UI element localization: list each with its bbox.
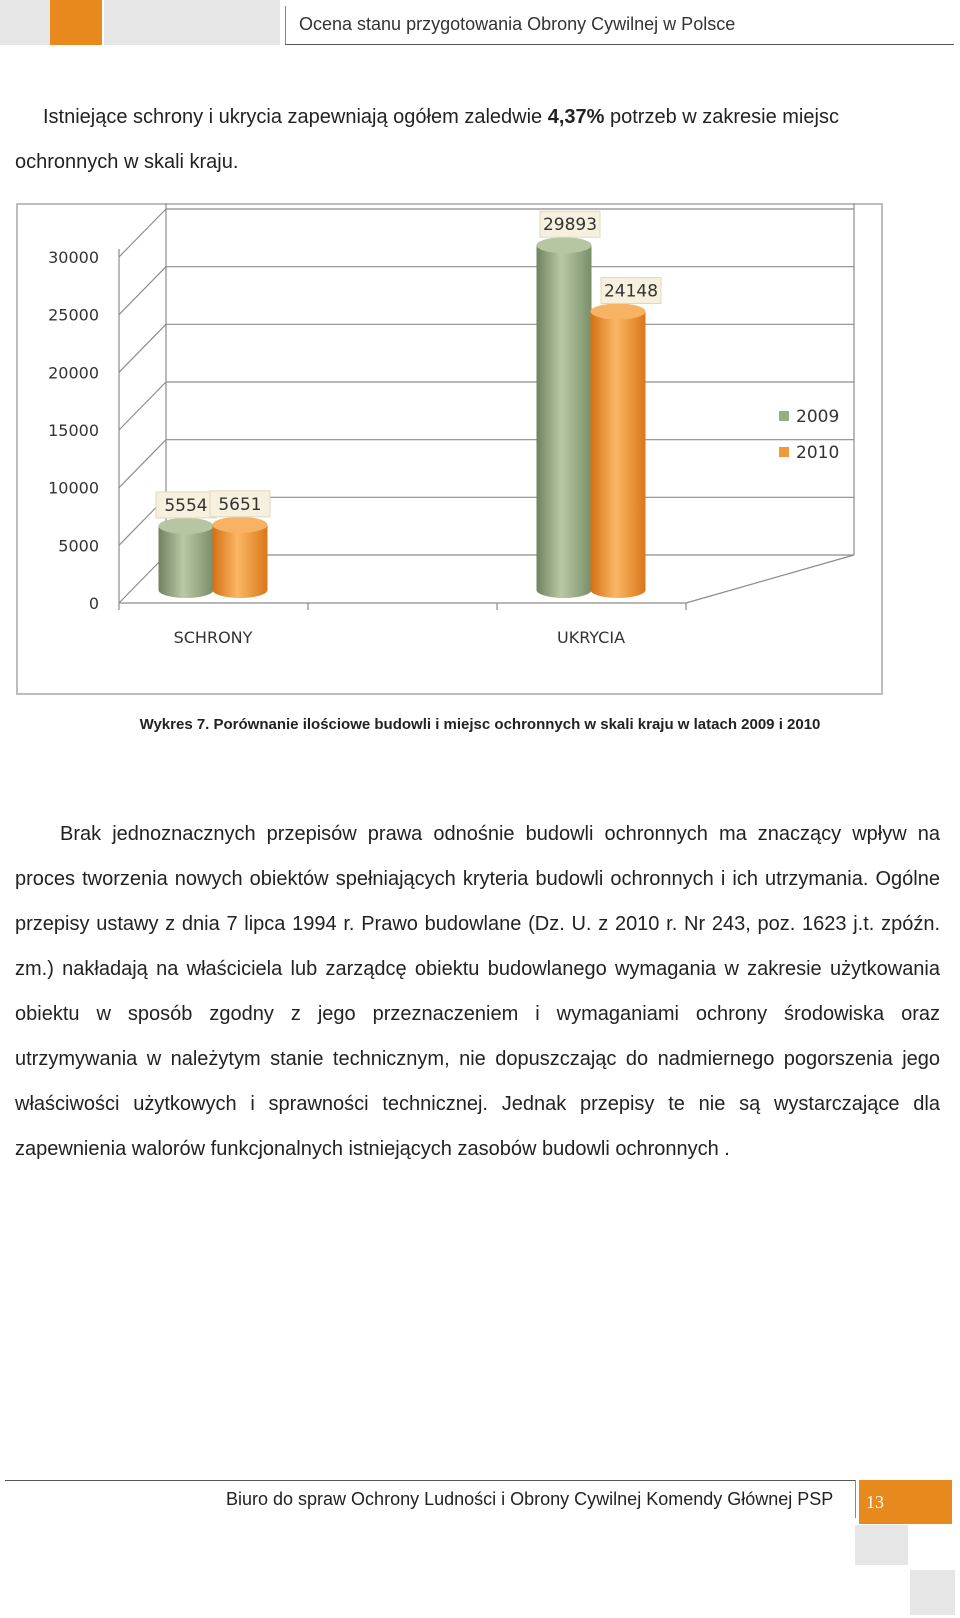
intro-highlight: 4,37% [547, 106, 605, 128]
bar-top [537, 237, 592, 253]
legend-swatch [779, 447, 789, 457]
header-rule [285, 44, 954, 45]
data-label: 5554 [164, 495, 208, 516]
gridline-diagonal [119, 324, 166, 372]
header-decor-gray [0, 0, 50, 45]
y-tick-label: 30000 [48, 248, 99, 267]
chart-legend [779, 407, 839, 463]
header-title: Ocena stanu przygotowania Obrony Cywilnej w Polsce [299, 14, 736, 34]
bar-2010-schrony [213, 517, 268, 598]
data-label: 24148 [603, 281, 659, 302]
bar-top [213, 517, 268, 533]
intro-paragraph [15, 95, 940, 185]
footer-text: Biuro do spraw Ochrony Ludności i Obrony Cywilnej Komendy Głównej PSP [226, 1489, 834, 1509]
page-number: 13 [859, 1480, 952, 1524]
footer-divider [855, 1480, 856, 1518]
data-label: 5651 [218, 494, 262, 515]
bar-body [591, 311, 646, 598]
bar-body [159, 526, 214, 598]
y-tick-label: 10000 [48, 478, 99, 498]
footer-decor-gray [855, 1525, 908, 1565]
body-paragraph: Brak jednoznacznych przepisów prawa odnośnie budowli ochronnych ma znaczący wpływ na proces tworzenia nowych obiektów spełniających kryteria budowli ochronnych i ich utrzymania. Ogólne przepisy ustawy z dnia 7 lipca 1994 r. Prawo budowlane (Dz. U. z 2010 r. Nr 243, poz. 1623 j.t. zpóźn. zm.) nakładają na właściciela lub zarządcę obiektu budowlanego wymagania w zakresie użytkowania obiektu w sposób zgodny z jego przeznaczeniem i wymaganiami ochrony środowiska oraz utrzymywania w należytym stanie technicznym, nie dopuszczając do nadmiernego pogorszenia jego właściwości użytkowych i sprawności technicznej. Jednak przepisy te nie są wystarczające dla zapewnienia walorów funkcjonalnych istniejących zasobów budowli ochronnych . [15, 823, 940, 1160]
bar-top [159, 518, 214, 534]
bar-body [213, 525, 268, 598]
y-tick-label: 25000 [48, 305, 99, 325]
chart-bars [159, 237, 646, 598]
intro-text-before: Istniejące schrony i ukrycia zapewniają ogółem zaledwie [43, 106, 548, 128]
y-tick-label: 0 [88, 594, 99, 613]
legend-label: 2010 [796, 443, 840, 463]
footer-decor-gray-corner [910, 1570, 955, 1615]
bar-2010-ukrycia [591, 303, 646, 598]
floor-right-edge [686, 555, 854, 603]
bar-2009-schrony [159, 518, 214, 598]
header-decor-orange [50, 0, 102, 45]
bar-body [537, 245, 592, 598]
data-label: 29893 [542, 215, 598, 236]
y-tick-label: 20000 [48, 363, 99, 383]
gridline-diagonal [119, 267, 166, 315]
footer-rule [5, 1480, 855, 1481]
y-tick-label: 15000 [48, 421, 99, 440]
gridline-diagonal [119, 209, 166, 257]
bar-chart [16, 203, 883, 695]
header-divider [285, 6, 286, 44]
category-label: SCHRONY [173, 628, 253, 647]
gridline-diagonal [119, 382, 166, 430]
bar-top [591, 303, 646, 319]
intro-text-after: potrzeb w zakresie miejsc ochronnych w skali kraju. [15, 106, 839, 173]
header-decor-gray-wide [104, 0, 280, 45]
legend-swatch [779, 411, 789, 421]
category-label: UKRYCIA [556, 628, 626, 647]
bar-2009-ukrycia [537, 237, 592, 598]
legend-label: 2009 [796, 407, 840, 427]
y-tick-label: 5000 [58, 536, 99, 556]
figure-caption: Wykres 7. Porównanie ilościowe budowli i miejsc ochronnych w skali kraju w latach 2009 i 2010 [139, 716, 821, 733]
gridline-diagonal [119, 440, 166, 488]
